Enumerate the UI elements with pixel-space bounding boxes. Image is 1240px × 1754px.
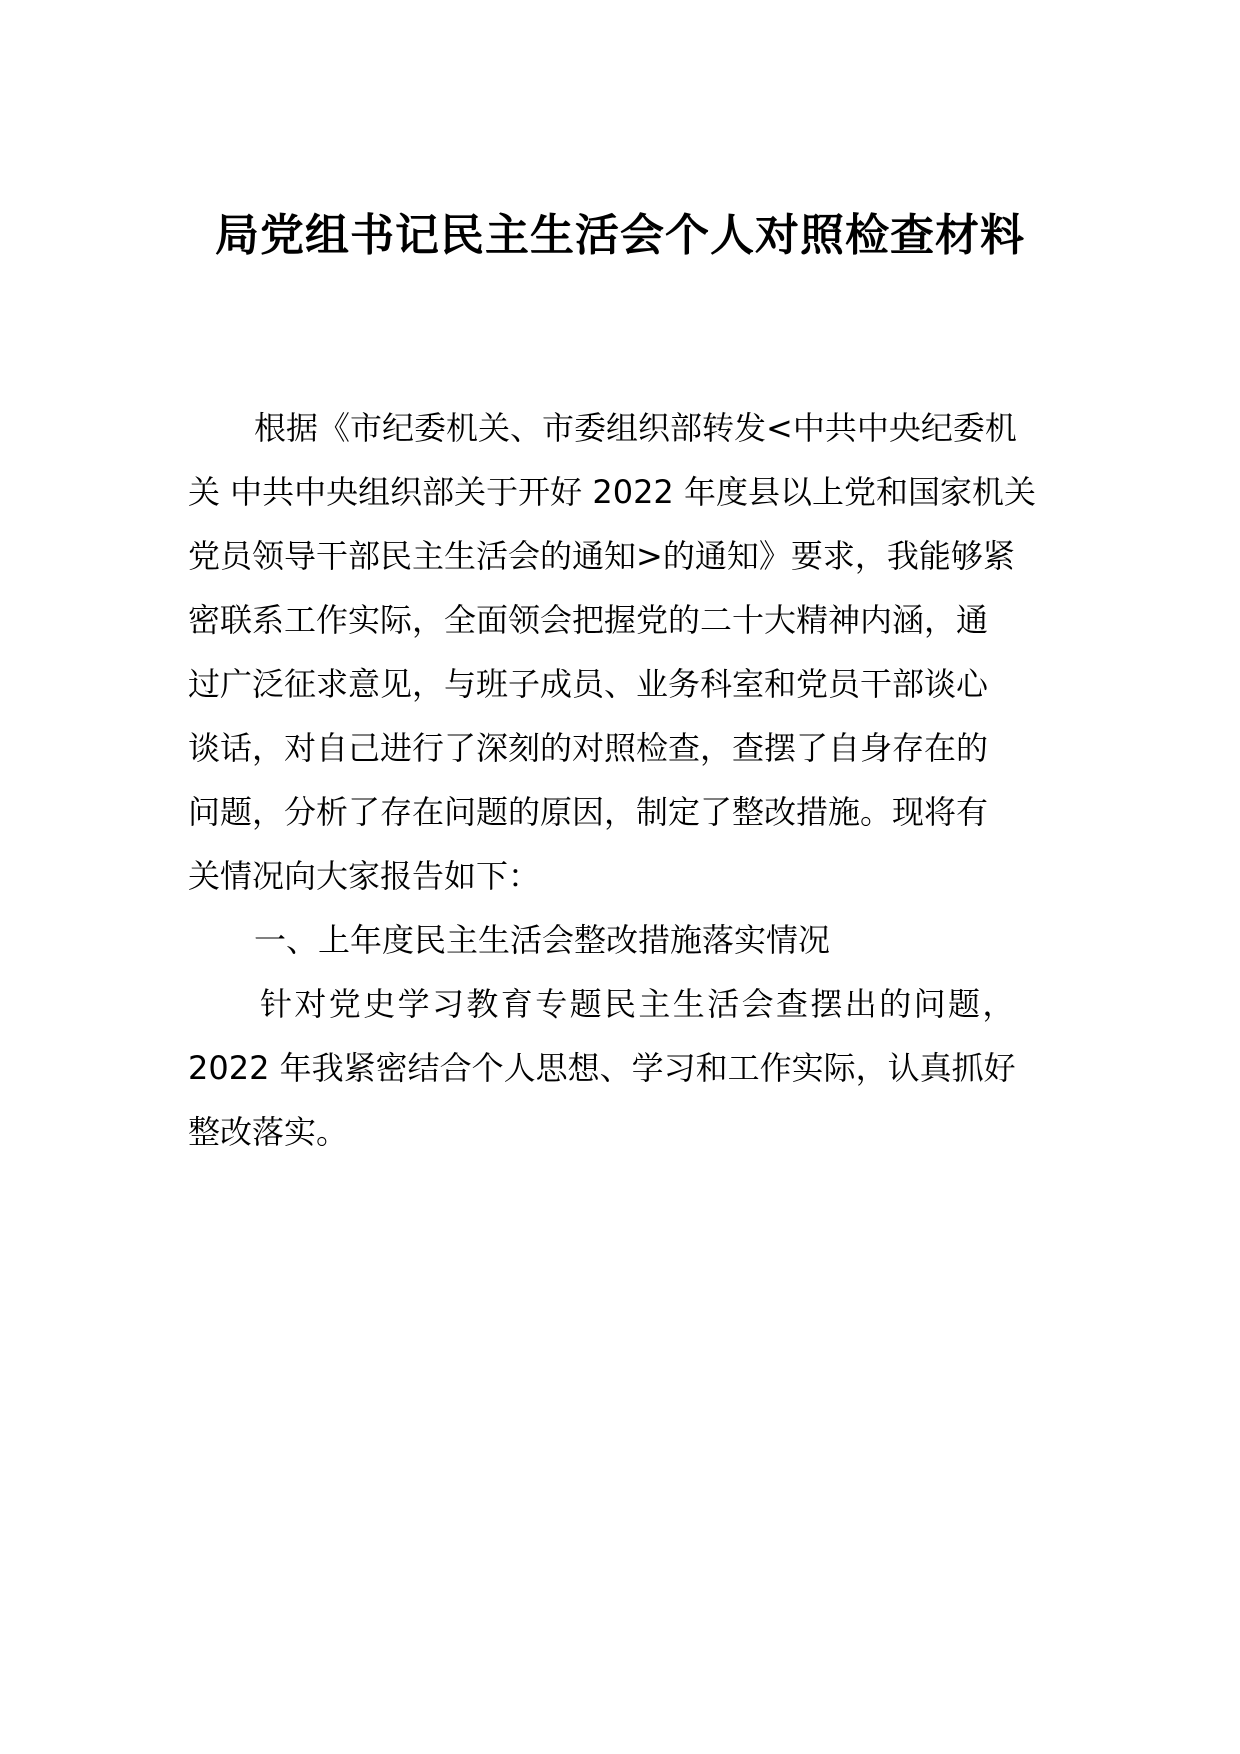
paragraph-line: 2022 年我紧密结合个人思想、学习和工作实际，认真抓好 [188,1049,1016,1087]
paragraph-line: 关 中共中央组织部关于开好 2022 年度县以上党和国家机关 [188,473,1036,511]
paragraph-line: 党员领导干部民主生活会的通知>的通知》要求，我能够紧 [188,537,1015,575]
section-paragraph [188,972,1068,1164]
document-body [188,396,1068,1164]
section-heading [188,908,1068,972]
paragraph-line: 密联系工作实际，全面领会把握党的二十大精神内涵，通 [188,601,989,639]
paragraph-line: 过广泛征求意见，与班子成员、业务科室和党员干部谈心 [188,665,989,703]
section-heading-text: 一、上年度民主生活会整改措施落实情况 [254,921,831,959]
paragraph-line: 根据《市纪委机关、市委组织部转发<中共中央纪委机 [254,409,1017,447]
paragraph-line: 谈话，对自己进行了深刻的对照检查，查摆了自身存在的 [188,729,989,767]
intro-paragraph [188,396,1068,908]
paragraph-line: 关情况向大家报告如下： [188,857,541,895]
paragraph-line: 整改落实。 [188,1113,349,1151]
paragraph-line: 问题，分析了存在问题的原因，制定了整改措施。现将有 [188,793,989,831]
paragraph-line: 针对党史学习教育专题民主生活会查摆出的问题， [260,985,1017,1023]
document-title: 局党组书记民主生活会个人对照检查材料 [215,210,1025,261]
